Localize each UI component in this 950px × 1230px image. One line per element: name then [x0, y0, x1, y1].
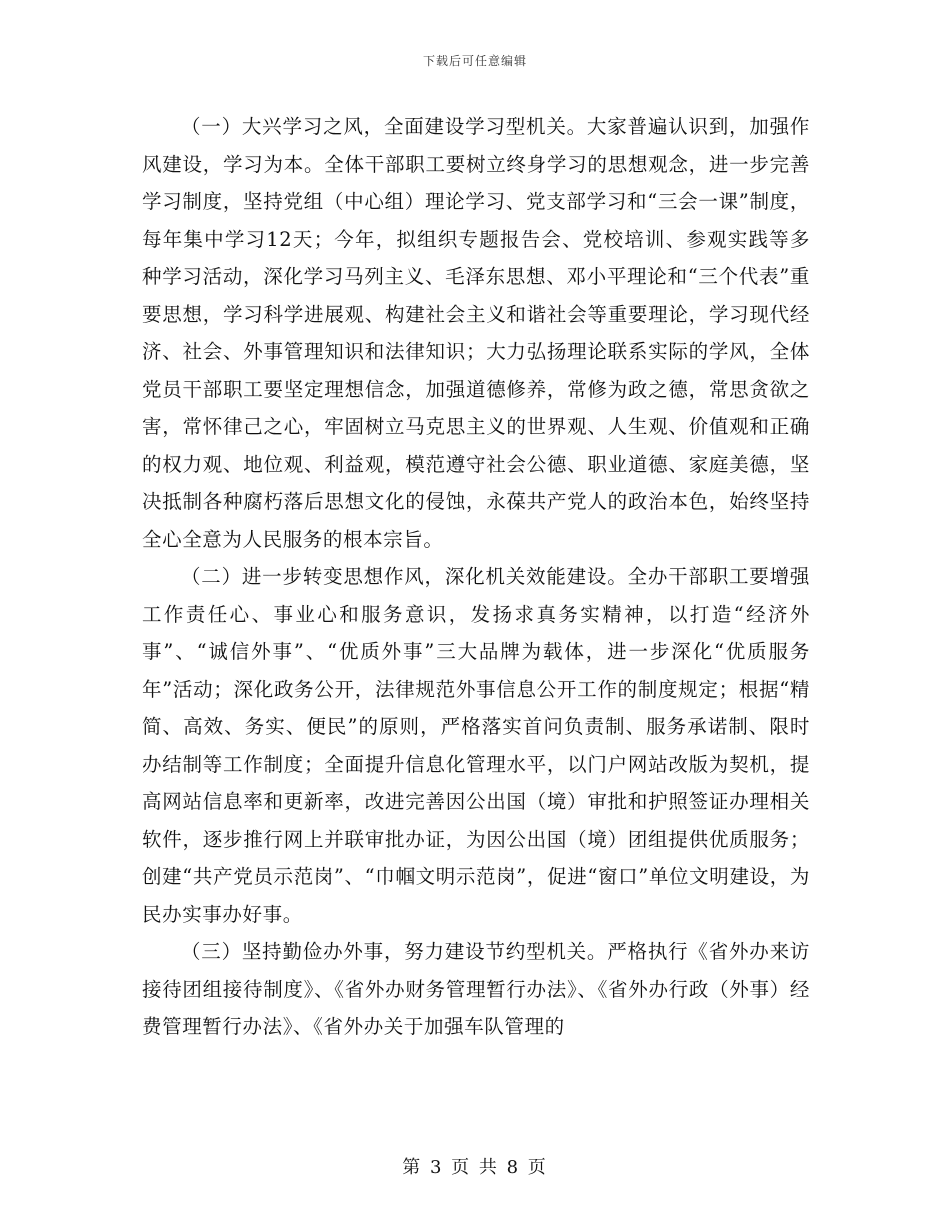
paragraph-3: （三）坚持勤俭办外事，努力建设节约型机关。严格执行《省外办来访接待团组接待制度》、《省外办财务管理暂行办法》、《省外办行政（外事）经费管理暂行办法》、《省外办关于加强车队管理的: [142, 940, 810, 1038]
page-header-note: 下载后可任意编辑: [422, 54, 527, 68]
paragraph-2: （二）进一步转变思想作风，深化机关效能建设。全办干部职工要增强工作责任心、事业心和服务意识，发扬求真务实精神，以打造“经济外事”、“诚信外事”、“优质外事”三大品牌为载体，进一步深化“优质服务年”活动；深化政务公开，法律规范外事信息公开工作的制度规定；根据“精简、高效、务实、便民”的原则，严格落实首问负责制、服务承诺制、限时办结制等工作制度；全面提升信息化管理水平，以门户网站改版为契机，提高网站信息率和更新率，改进完善因公出国（境）审批和护照签证办理相关软件，逐步推行网上并联审批办证，为因公出国（境）团组提供优质服务；创建“共产党员示范岗”、“巾帼文明示范岗”，促进“窗口”单位文明建设，为民办实事办好事。: [142, 565, 810, 926]
paragraph-1: （一）大兴学习之风，全面建设学习型机关。大家普遍认识到，加强作风建设，学习为本。全体干部职工要树立终身学习的思想观念，进一步完善学习制度，坚持党组（中心组）理论学习、党支部学习和“三会一课”制度，每年集中学习12天；今年，拟组织专题报告会、党校培训、参观实践等多种学习活动，深化学习马列主义、毛泽东思想、邓小平理论和“三个代表”重要思想，学习科学进展观、构建社会主义和谐社会等重要理论，学习现代经济、社会、外事管理知识和法律知识；大力弘扬理论联系实际的学风，全体党员干部职工要坚定理想信念，加强道德修养，常修为政之德，常思贪欲之害，常怀律己之心，牢固树立马克思主义的世界观、人生观、价值观和正确的权力观、地位观、利益观，模范遵守社会公德、职业道德、家庭美德，坚决抵制各种腐朽落后思想文化的侵蚀，永葆共产党人的政治本色，始终坚持全心全意为人民服务的根本宗旨。: [142, 115, 810, 551]
document-body: [142, 108, 810, 1046]
page-number-footer: 第 3 页 共 8 页: [402, 1157, 548, 1178]
